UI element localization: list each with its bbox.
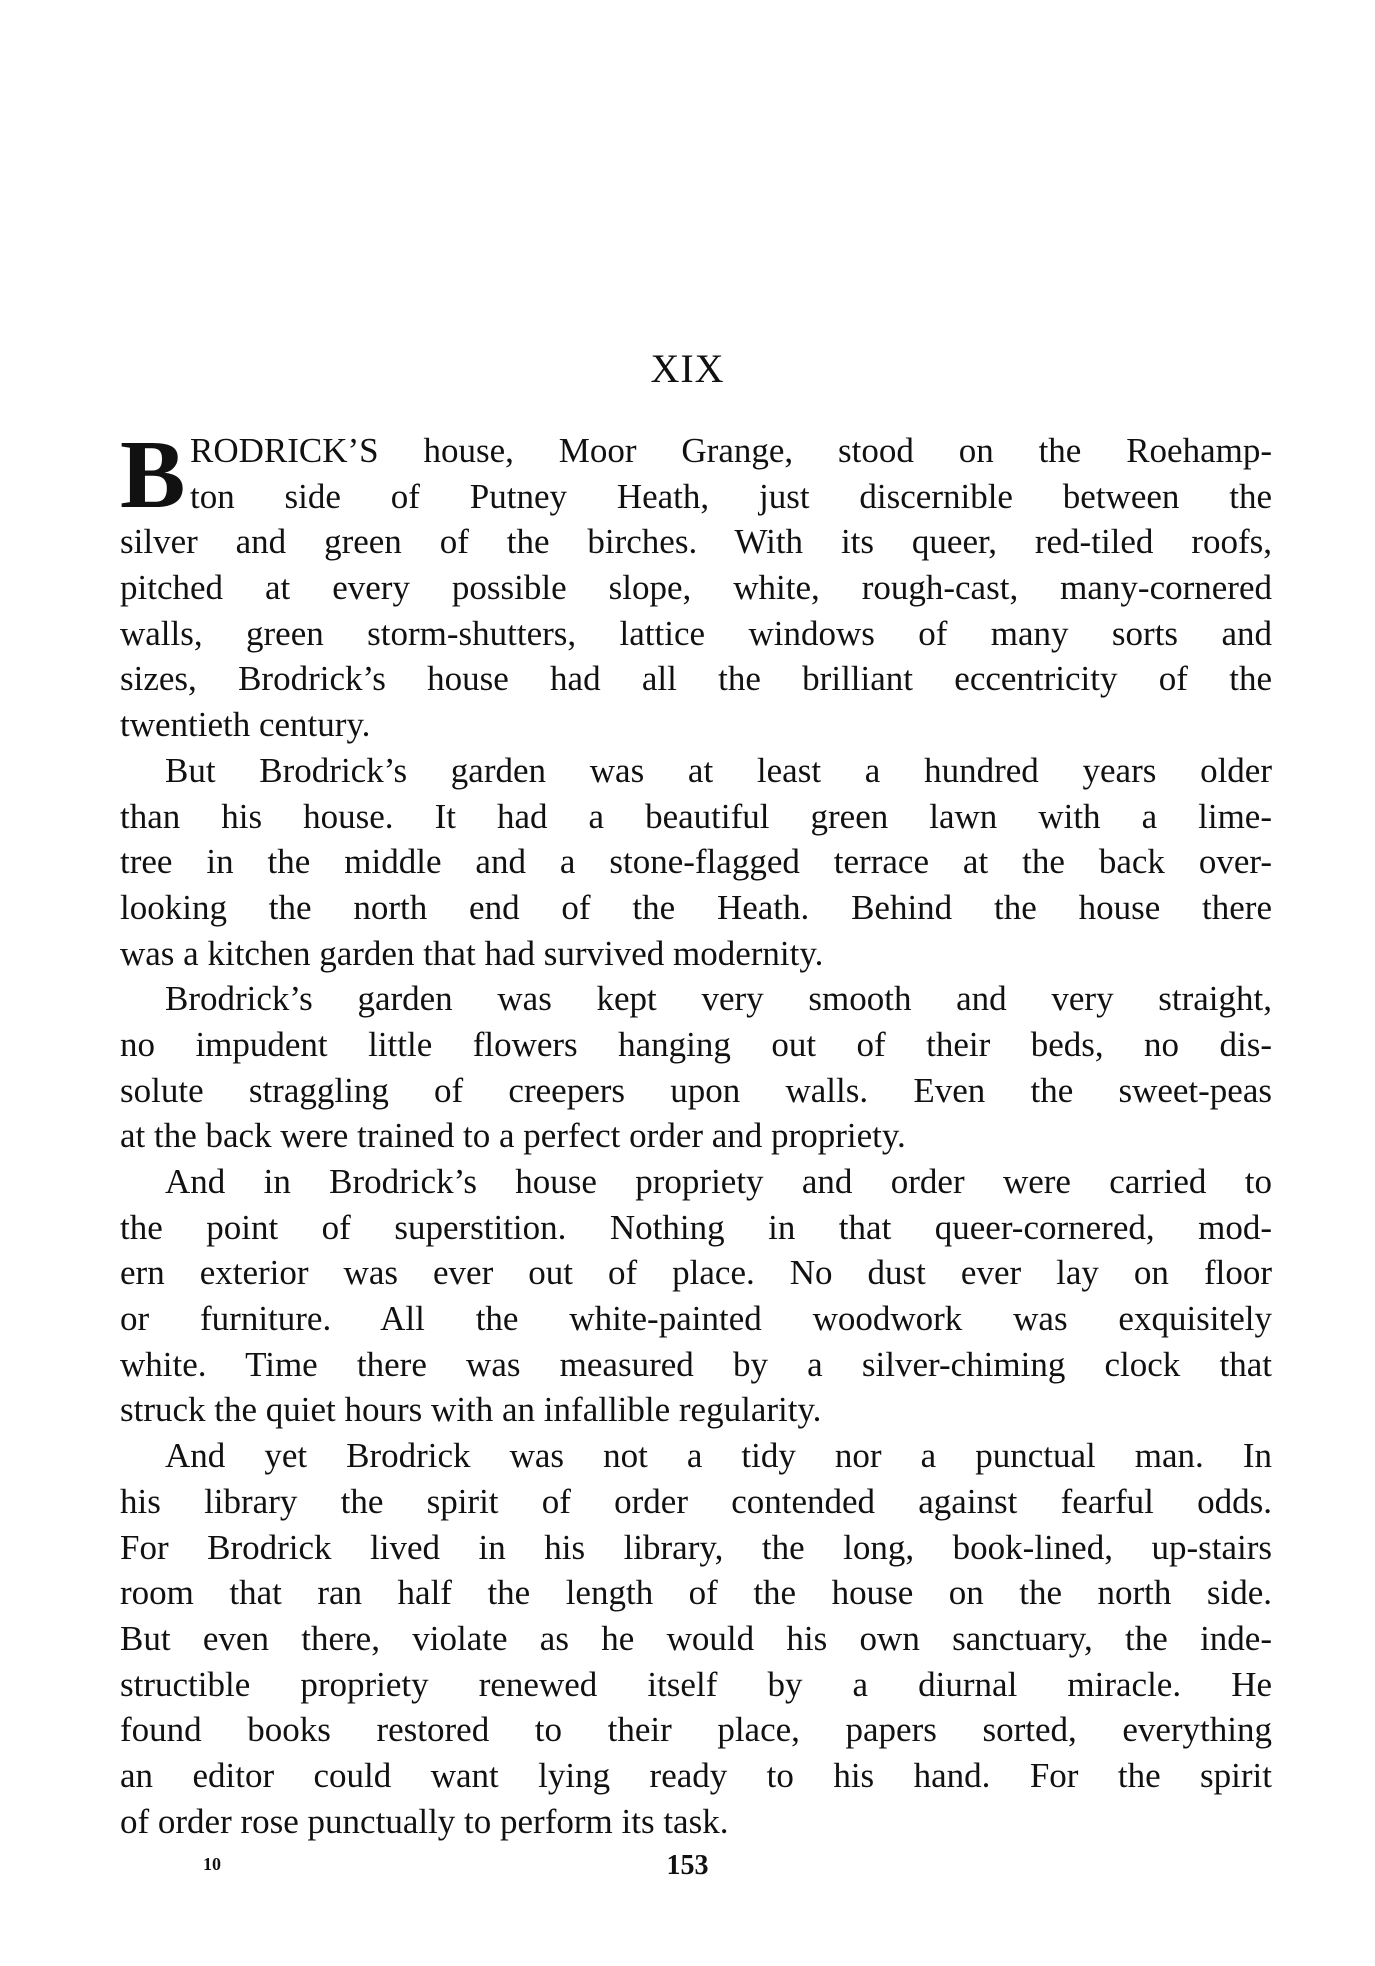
text-line: RODRICK’S house, Moor Grange, stood on the Roehamp- [190, 431, 1272, 470]
paragraph [120, 1159, 1272, 1433]
text-line: Brodrick’s garden was kept very smooth and very straight, [165, 979, 1272, 1019]
text-line: structible propriety renewed itself by a diurnal miracle. He [120, 1664, 1272, 1704]
text-line: And in Brodrick’s house propriety and order were carried to [165, 1162, 1272, 1201]
paragraph [120, 976, 1272, 1159]
text-line: room that ran half the length of the house on the north side. [120, 1573, 1272, 1613]
paragraph [120, 748, 1272, 976]
paragraph [120, 1433, 1272, 1844]
text-line: pitched at every possible slope, white, rough-cast, many-cornered [120, 568, 1272, 608]
text-line: looking the north end of the Heath. Behind the house there [120, 887, 1272, 927]
text-line: the point of superstition. Nothing in that queer-cornered, mod- [120, 1207, 1272, 1247]
text-line: solute straggling of creepers upon walls. Even the sweet-peas [120, 1070, 1272, 1110]
text-line: tree in the middle and a stone-flagged terrace at the back over- [120, 842, 1272, 882]
text-line: than his house. It had a beautiful green lawn with a lime- [120, 796, 1272, 836]
text-line: sizes, Brodrick’s house had all the brilliant eccentricity of the [120, 659, 1272, 699]
text-line: But even there, violate as he would his own sanctuary, the inde- [120, 1618, 1272, 1658]
text-line: found books restored to their place, papers sorted, everything [120, 1710, 1272, 1750]
text-line: silver and green of the birches. With its queer, red-tiled roofs, [120, 522, 1272, 562]
text-line: ton side of Putney Heath, just discernible between the [190, 476, 1272, 516]
text-line: or furniture. All the white-painted woodwork was exquisitely [120, 1299, 1272, 1339]
text-line: struck the quiet hours with an infallible regularity. [120, 1390, 822, 1430]
body-text [120, 421, 1272, 1844]
text-line: his library the spirit of order contended against fearful odds. [120, 1481, 1272, 1521]
text-line: white. Time there was measured by a silver-chiming clock that [120, 1344, 1272, 1384]
text-line: twentieth century. [120, 705, 371, 745]
text-line: was a kitchen garden that had survived modernity. [120, 933, 824, 973]
text-line: an editor could want lying ready to his hand. For the spirit [120, 1755, 1272, 1795]
page-number: 153 [666, 1850, 709, 1881]
text-line: But Brodrick’s garden was at least a hundred years older [165, 750, 1272, 790]
text-line: For Brodrick lived in his library, the long, book-lined, up-stairs [120, 1527, 1272, 1567]
paragraph [120, 421, 1272, 748]
text-line: at the back were trained to a perfect order and propriety. [120, 1116, 906, 1156]
text-line: walls, green storm-shutters, lattice windows of many sorts and [120, 613, 1272, 653]
chapter-title: XIX [650, 346, 725, 391]
text-line: ern exterior was ever out of place. No dust ever lay on floor [120, 1253, 1272, 1293]
signature-mark: 10 [203, 1854, 221, 1874]
text-line: of order rose punctually to perform its task. [120, 1801, 729, 1841]
text-line: no impudent little flowers hanging out of their beds, no dis- [120, 1024, 1272, 1064]
text-line: And yet Brodrick was not a tidy nor a punctual man. In [165, 1436, 1272, 1476]
drop-cap: B [120, 421, 186, 529]
